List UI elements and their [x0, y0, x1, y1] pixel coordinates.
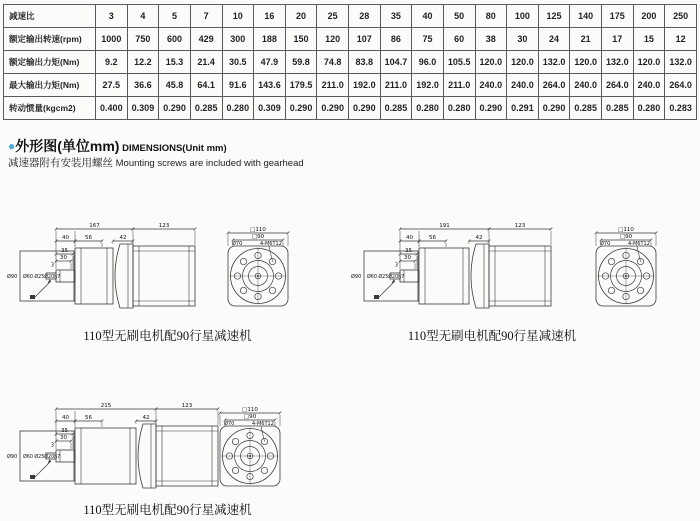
- drawing-caption-2: 110型无刷电机配90行星减速机: [407, 329, 577, 343]
- table-cell: 240.0: [507, 74, 539, 97]
- bullet-icon: ●: [8, 139, 16, 153]
- table-row: [4, 5, 697, 28]
- table-cell: 192.0: [412, 74, 444, 97]
- table-cell: 0.285: [190, 97, 222, 120]
- side-view: [351, 223, 552, 308]
- table-cell: 140: [570, 5, 602, 28]
- table-cell: 211.0: [380, 74, 412, 97]
- table-cell: 264.0: [538, 74, 570, 97]
- table-cell: 36.6: [127, 74, 159, 97]
- table-cell: 0.290: [538, 97, 570, 120]
- table-cell: 250: [665, 5, 697, 28]
- drawing-caption-3: 110型无刷电机配90行星减速机: [83, 503, 252, 517]
- table-cell: 3: [96, 5, 128, 28]
- dimension-drawing-1: [6, 203, 351, 325]
- dimension-label: 56: [85, 415, 92, 422]
- table-cell: 240.0: [570, 74, 602, 97]
- dimension-label: 30: [60, 255, 67, 262]
- dimension-label: □90: [251, 234, 265, 241]
- table-cell: 264.0: [602, 74, 634, 97]
- dimension-label: Ø70: [600, 241, 611, 247]
- table-cell: 0.290: [285, 97, 317, 120]
- dimension-label: □110: [618, 227, 634, 234]
- table-cell: 600: [159, 28, 191, 51]
- dimension-label: 35: [405, 248, 412, 255]
- dimension-label: □90: [619, 234, 633, 241]
- table-cell: 60: [443, 28, 475, 51]
- table-cell: 74.8: [317, 51, 349, 74]
- front-view: [227, 227, 290, 306]
- table-cell: 132.0: [665, 51, 697, 74]
- dimension-label: 42: [119, 235, 127, 242]
- table-cell: 0.309: [254, 97, 286, 120]
- dimension-drawing-2: [350, 203, 695, 325]
- dimension-label: 3: [50, 262, 55, 269]
- dimension-label: 3: [394, 262, 399, 269]
- dimension-drawing-3: [6, 383, 351, 505]
- table-cell: 25: [317, 5, 349, 28]
- table-cell: 86: [380, 28, 412, 51]
- table-cell: 0.290: [159, 97, 191, 120]
- table-cell: 125: [538, 5, 570, 28]
- dimension-label: Ø90: [7, 454, 18, 460]
- table-cell: 0.280: [412, 97, 444, 120]
- dimension-label: 30: [60, 435, 67, 442]
- dimension-label: 167: [89, 223, 100, 230]
- table-cell: 15.3: [159, 51, 191, 74]
- table-cell: 20: [285, 5, 317, 28]
- table-cell: 132.0: [538, 51, 570, 74]
- table-cell: 240.0: [475, 74, 507, 97]
- dimension-label: 123: [158, 223, 170, 230]
- table-cell: 4: [127, 5, 159, 28]
- table-cell: 429: [190, 28, 222, 51]
- section-subtitle-en: Mounting screws are included with gearhead: [113, 158, 304, 169]
- table-cell: 9.2: [96, 51, 128, 74]
- dimension-label: Ø60 Ø25Ø20h7: [23, 275, 61, 280]
- spec-table-body: [4, 5, 697, 120]
- dimension-label: Ø70: [224, 421, 235, 427]
- section-subtitle-cn: 减速器附有安装用螺丝: [8, 157, 113, 169]
- table-cell: 750: [127, 28, 159, 51]
- table-cell: 120.0: [507, 51, 539, 74]
- dimension-label: Ø60 Ø25Ø20h7: [23, 455, 61, 460]
- table-cell: 0.400: [96, 97, 128, 120]
- table-row: [4, 74, 697, 97]
- table-cell: 0.283: [665, 97, 697, 120]
- table-cell: 24: [538, 28, 570, 51]
- table-cell: 0.309: [127, 97, 159, 120]
- table-cell: 15: [633, 28, 665, 51]
- dimension-label: 40: [62, 235, 69, 242]
- table-cell: 12.2: [127, 51, 159, 74]
- table-cell: 0.285: [380, 97, 412, 120]
- dimension-label: 215: [100, 403, 112, 410]
- side-view: [7, 223, 196, 308]
- table-cell: 59.8: [285, 51, 317, 74]
- table-cell: 211.0: [443, 74, 475, 97]
- table-cell: 91.6: [222, 74, 254, 97]
- dimension-label: 56: [429, 235, 436, 242]
- dimension-label: Ø90: [7, 274, 18, 280]
- section-subtitle: [8, 153, 304, 171]
- table-cell: 75: [412, 28, 444, 51]
- table-cell: 35: [380, 5, 412, 28]
- table-cell: 21: [570, 28, 602, 51]
- table-cell: 150: [285, 28, 317, 51]
- dimension-label: □90: [243, 414, 257, 421]
- section-title-cn: 外形图(单位mm): [15, 138, 120, 154]
- dimension-label: 3: [50, 442, 55, 449]
- table-cell: 45.8: [159, 74, 191, 97]
- dimension-label: 42: [142, 415, 150, 422]
- table-cell: 188: [254, 28, 286, 51]
- dimension-label: 191: [439, 223, 450, 230]
- table-cell: 27.5: [96, 74, 128, 97]
- dimension-label: 35: [61, 428, 68, 435]
- table-cell: 120.0: [633, 51, 665, 74]
- table-cell: 264.0: [665, 74, 697, 97]
- table-cell: 300: [222, 28, 254, 51]
- table-cell: 0.290: [349, 97, 381, 120]
- row-header: 最大输出力矩(Nm): [4, 74, 96, 97]
- dimension-label: 4-M6T12: [260, 241, 282, 247]
- table-cell: 0.291: [507, 97, 539, 120]
- table-cell: 192.0: [349, 74, 381, 97]
- drawing-caption-1: 110型无刷电机配90行星减速机: [83, 329, 252, 343]
- table-cell: 96.0: [412, 51, 444, 74]
- table-cell: 50: [443, 5, 475, 28]
- table-cell: 1000: [96, 28, 128, 51]
- row-header: 额定输出力矩(Nm): [4, 51, 96, 74]
- table-cell: 7: [190, 5, 222, 28]
- dimension-label: 40: [62, 415, 69, 422]
- row-header: 减速比: [4, 5, 96, 28]
- table-cell: 120: [317, 28, 349, 51]
- table-row: [4, 51, 697, 74]
- table-cell: 21.4: [190, 51, 222, 74]
- dimension-label: 123: [514, 223, 526, 230]
- table-cell: 120.0: [570, 51, 602, 74]
- dimension-label: □110: [242, 407, 258, 414]
- dimension-label: Ø70: [232, 241, 243, 247]
- table-cell: 143.6: [254, 74, 286, 97]
- table-cell: 38: [475, 28, 507, 51]
- table-cell: 179.5: [285, 74, 317, 97]
- table-cell: 30: [507, 28, 539, 51]
- table-cell: 16: [254, 5, 286, 28]
- dimension-label: 42: [475, 235, 483, 242]
- table-cell: 100: [507, 5, 539, 28]
- table-row: [4, 28, 697, 51]
- table-cell: 10: [222, 5, 254, 28]
- table-cell: 64.1: [190, 74, 222, 97]
- table-cell: 17: [602, 28, 634, 51]
- table-cell: 28: [349, 5, 381, 28]
- table-cell: 200: [633, 5, 665, 28]
- dimension-label: □110: [250, 227, 266, 234]
- table-cell: 104.7: [380, 51, 412, 74]
- table-cell: 0.290: [475, 97, 507, 120]
- table-cell: 83.8: [349, 51, 381, 74]
- dimension-label: 35: [61, 248, 68, 255]
- dimension-label: Ø60 Ø25Ø20h7: [367, 275, 405, 280]
- table-cell: 0.280: [443, 97, 475, 120]
- front-view: [219, 407, 282, 486]
- table-cell: 0.285: [602, 97, 634, 120]
- table-cell: 211.0: [317, 74, 349, 97]
- side-view: [7, 403, 219, 488]
- section-title-en: DIMENSIONS(Unit mm): [119, 143, 227, 154]
- table-cell: 40: [412, 5, 444, 28]
- table-cell: 80: [475, 5, 507, 28]
- dimension-label: 123: [181, 403, 193, 410]
- table-cell: 0.280: [222, 97, 254, 120]
- table-cell: 132.0: [602, 51, 634, 74]
- table-cell: 30.5: [222, 51, 254, 74]
- dimension-label: 30: [404, 255, 411, 262]
- dimension-label: 40: [406, 235, 413, 242]
- dimension-label: Ø90: [351, 274, 362, 280]
- table-cell: 107: [349, 28, 381, 51]
- dimension-label: 4-M6T12: [628, 241, 650, 247]
- table-row: [4, 97, 697, 120]
- dimension-label: 4-M6T12: [252, 421, 274, 427]
- table-cell: 120.0: [475, 51, 507, 74]
- table-cell: 47.9: [254, 51, 286, 74]
- table-cell: 105.5: [443, 51, 475, 74]
- table-cell: 175: [602, 5, 634, 28]
- row-header: 额定输出转速(rpm): [4, 28, 96, 51]
- spec-table: [3, 4, 697, 120]
- table-cell: 12: [665, 28, 697, 51]
- table-cell: 240.0: [633, 74, 665, 97]
- table-cell: 5: [159, 5, 191, 28]
- table-cell: 0.285: [570, 97, 602, 120]
- dimension-label: 56: [85, 235, 92, 242]
- table-cell: 0.280: [633, 97, 665, 120]
- table-cell: 0.290: [317, 97, 349, 120]
- front-view: [595, 227, 658, 306]
- row-header: 转动惯量(kgcm2): [4, 97, 96, 120]
